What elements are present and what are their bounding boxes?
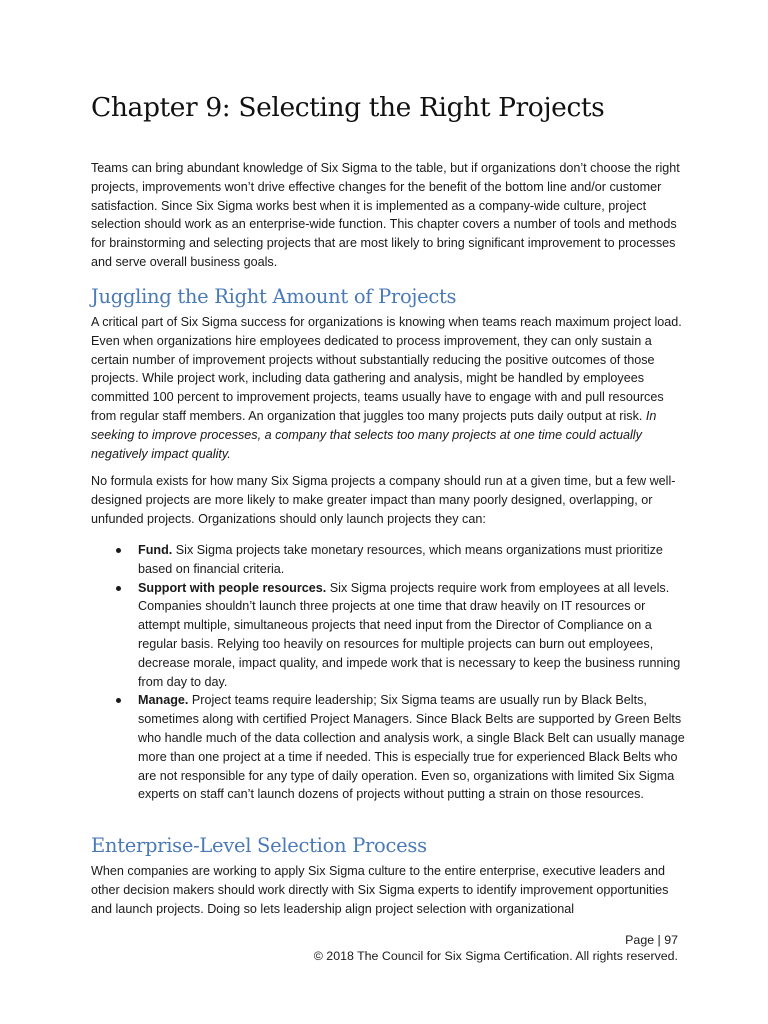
section2-paragraph: When companies are working to apply Six Sigma culture to the entire enterprise, executive leaders and other decision makers should work directly with Six Sigma experts to identify improvement opportunities and launch projects. Doing so lets leadership align project selection with organizational — [91, 864, 669, 916]
bullet-icon — [116, 698, 121, 703]
section1-paragraph-text: A critical part of Six Sigma success for organizations is knowing when teams reach maximum project load. Even when organizations hire employees dedicated to process improvement, they can only sustain a certain number of improvement projects without substantially reducing the positive outcomes of those projects. While project work, including data gathering and analysis, might be handled by employees committed 100 percent to improvement projects, teams usually have to engage with and pull resources from regular staff members. An organization that juggles too many projects puts daily output at risk. — [91, 315, 682, 423]
bullet-term: Manage. — [138, 693, 189, 708]
bullet-item-support — [91, 579, 688, 692]
bullet-icon — [116, 586, 121, 591]
section-heading-enterprise: Enterprise-Level Selection Process — [91, 834, 427, 857]
section1-paragraph-italic: In seeking to improve processes, a company that selects too many projects at one time could actually negatively impact quality. — [91, 408, 657, 461]
bullet-item-manage — [91, 691, 688, 804]
bullet-term: Fund. — [138, 543, 173, 557]
chapter-title: Chapter 9: Selecting the Right Projects — [91, 92, 605, 123]
section1-paragraph-2: No formula exists for how many Six Sigma projects a company should run at a given time, but a few well-designed projects are more likely to make greater impact than many poorly designed, overlapping, or unfunded projects. Organizations should only launch projects they can: — [91, 474, 676, 526]
section1-paragraph — [91, 313, 688, 463]
copyright-notice: © 2018 The Council for Six Sigma Certification. All rights reserved. — [313, 949, 678, 963]
bullet-term: Support with people resources. — [138, 580, 327, 595]
bullet-list — [91, 541, 688, 804]
bullet-text: Six Sigma projects take monetary resources, which means organizations must prioritize based on financial criteria. — [138, 543, 663, 576]
bullet-text: Project teams require leadership; Six Sigma teams are usually run by Black Belts, sometimes along with certified Project Managers. Since Black Belts are supported by Green Belts who handle much of the data collection and analysis work, a single Black Belt can usually manage more than one project at a time if needed. This is especially true for experienced Black Belts who are not responsible for any type of daily operation. Even so, organizations with limited Six Sigma experts on staff can’t launch dozens of projects without putting a strain on those resources. — [138, 693, 685, 802]
intro-paragraph: Teams can bring abundant knowledge of Six Sigma to the table, but if organizations don’t choose the right projects, improvements won’t drive effective changes for the benefit of the bottom line and/or customer satisfaction. Since Six Sigma works best when it is implemented as a company-wide culture, project selection should work as an enterprise-wide function. This chapter covers a number of tools and methods for brainstorming and selecting projects that are most likely to bring significant improvement to processes and serve overall business goals. — [91, 161, 680, 269]
bullet-text: Six Sigma projects require work from employees at all levels. Companies shouldn’t launch three projects at one time that draw heavily on IT resources or attempt multiple, simultaneous projects that need input from the Director of Compliance on a regular basis. Relying too heavily on resources for multiple projects can burn out employees, decrease morale, impact quality, and impede work that is necessary to keep the business running from day to day. — [138, 580, 681, 689]
section-heading-juggling: Juggling the Right Amount of Projects — [91, 285, 457, 308]
bullet-item-fund — [91, 541, 688, 579]
page-number: Page | 97 — [625, 933, 678, 947]
bullet-icon — [116, 548, 121, 553]
